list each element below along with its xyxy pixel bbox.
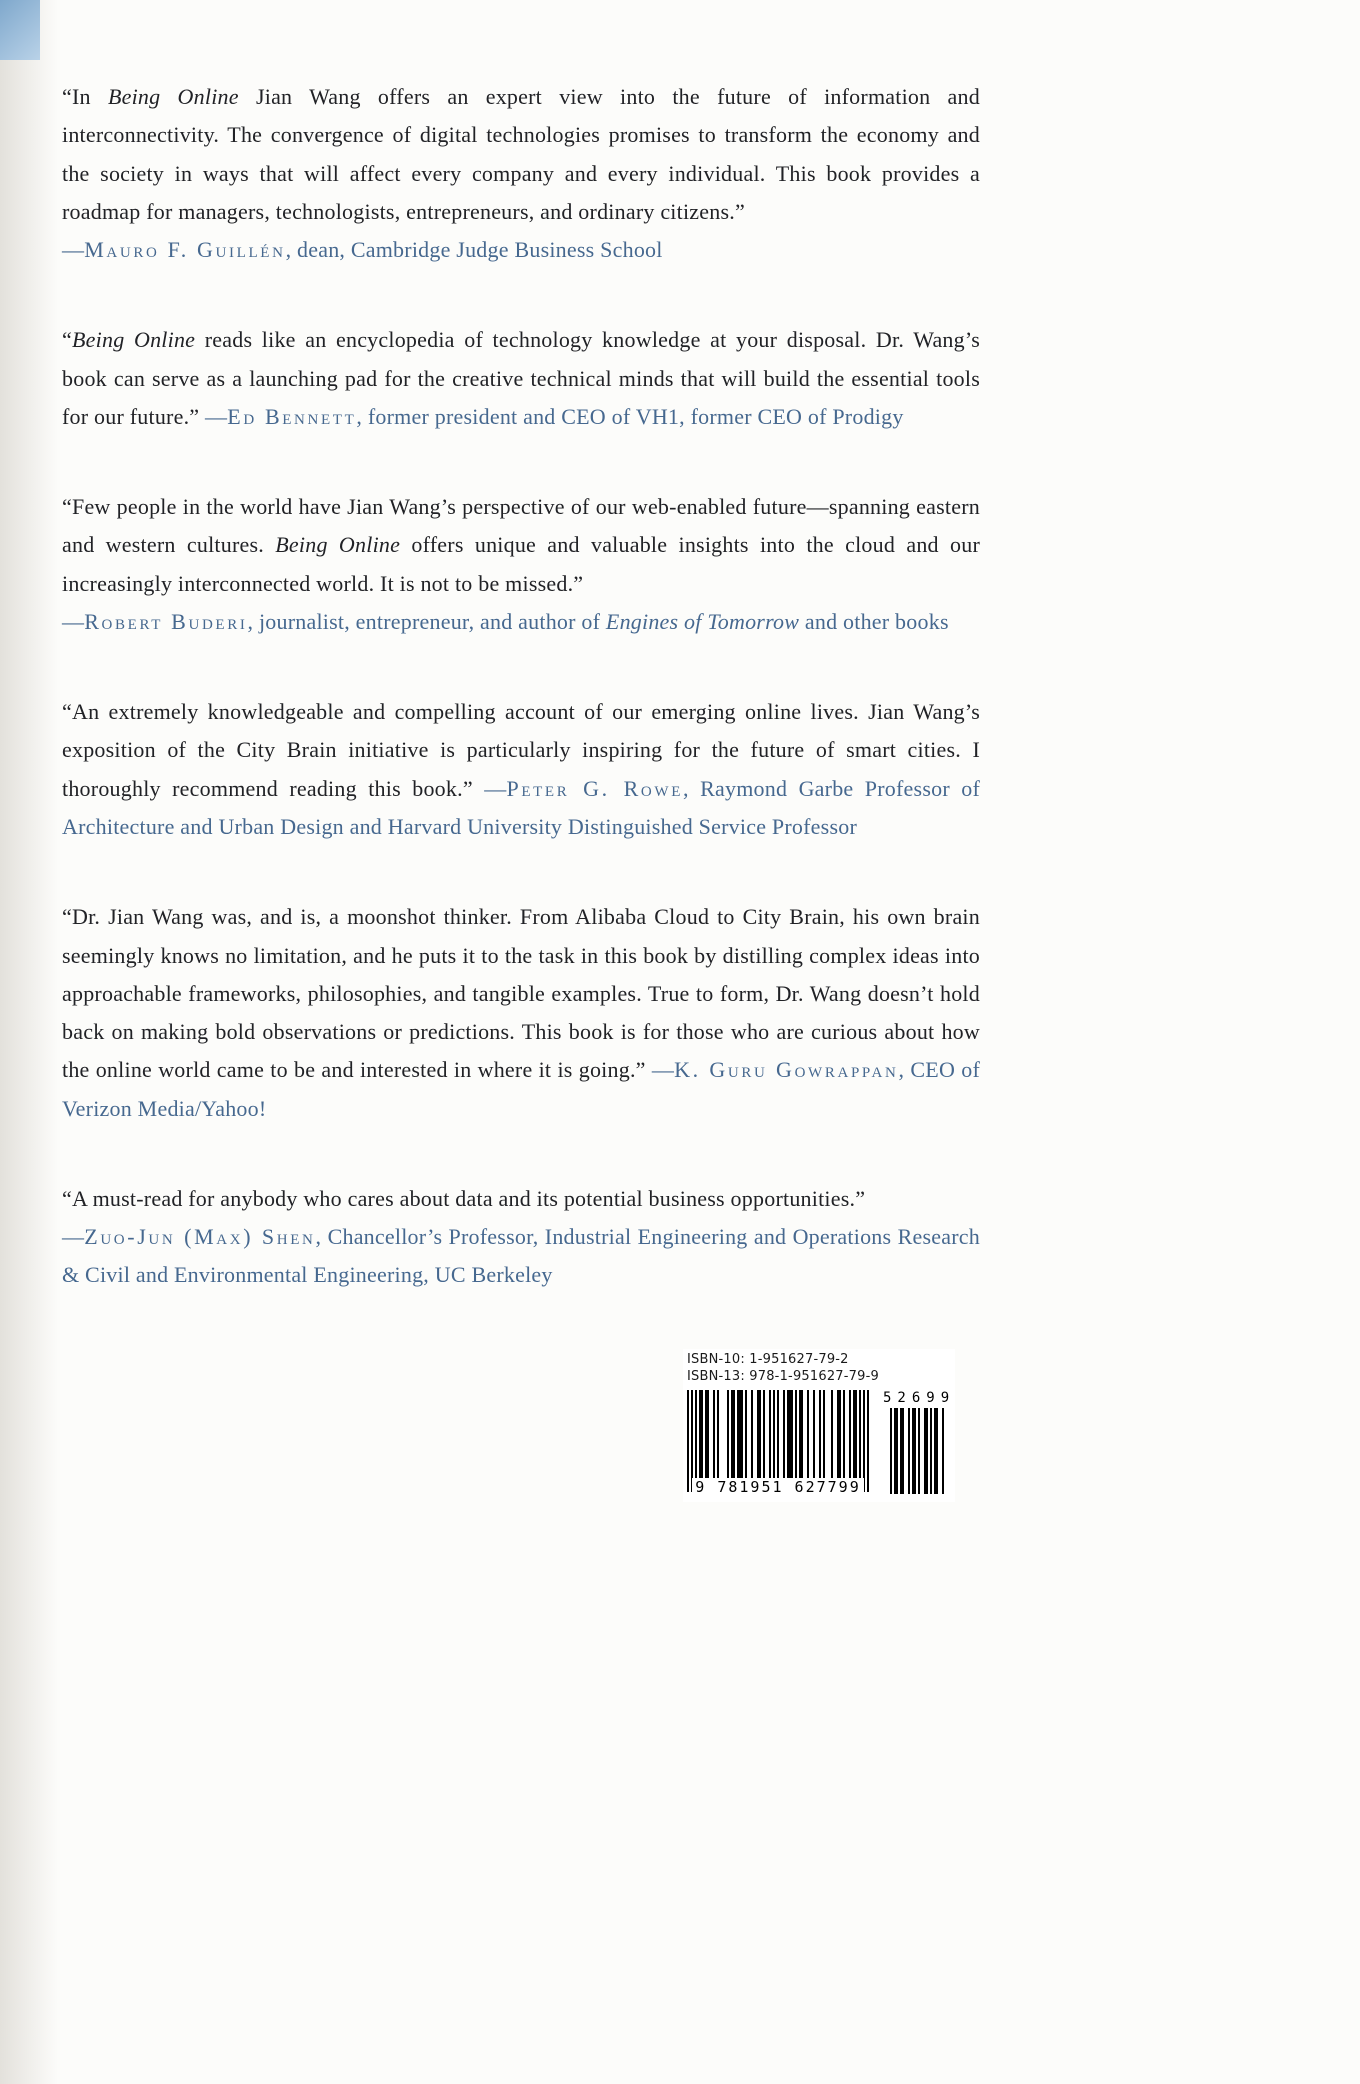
price-addon-digits: 52699	[883, 1389, 956, 1406]
quote-text-run: “	[62, 327, 72, 353]
quote-text-run: —	[62, 237, 85, 263]
quote-text-run: —	[62, 1224, 85, 1250]
quote-text-run: —	[484, 775, 507, 801]
quote-text-run: —	[62, 608, 85, 634]
quote-text-run: “In	[62, 84, 108, 109]
quote-text-run: Being Online	[275, 532, 401, 558]
quote-text-run: Engines of Tomorrow	[605, 608, 800, 634]
quote-text-run: Ed Bennett	[227, 403, 357, 429]
quote-text-run: Peter G. Rowe	[506, 775, 684, 801]
quote-text-run: “Few people in the world have Jian Wang’s perspective of our web-enabled future—spanning eastern and western cultures.	[62, 494, 980, 558]
ean-digits: 9 781951 627799	[692, 1478, 863, 1496]
quote-text-run: Being Online	[72, 327, 196, 353]
quote-text-run: , Chancellor’s Professor, Industrial Engineering and Operations Research & Civil and Environmental Engineering, UC Berkeley	[62, 1224, 980, 1288]
ean-barcode	[687, 1390, 869, 1496]
endorsement-quote-shen	[62, 1180, 980, 1295]
price-addon-bars	[890, 1408, 948, 1494]
endorsement-quote-rowe	[62, 693, 980, 846]
ean-barcode-bars	[687, 1390, 869, 1492]
endorsement-quote-gowrappan	[62, 898, 980, 1128]
quote-text-run: Robert Buderi	[84, 608, 248, 634]
quote-text-run: , CEO of Verizon Media/Yahoo!	[62, 1057, 980, 1121]
endorsements	[62, 78, 980, 1347]
barcode-gap	[944, 1408, 948, 1494]
quote-text-run: , journalist, entrepreneur, and author of	[247, 608, 606, 634]
barcode-block	[683, 1349, 955, 1502]
barcode-row	[687, 1389, 956, 1496]
endorsement-quote-bennett	[62, 321, 980, 436]
price-addon-barcode	[883, 1390, 955, 1494]
quote-text-run: and other books	[799, 608, 949, 634]
quote-text-run: —	[205, 403, 228, 429]
endorsement-quote-buderi	[62, 488, 980, 641]
quote-text-run: , dean, Cambridge Judge Business School	[285, 237, 663, 263]
quote-text-run: , Raymond Garbe Professor of Architecture and Urban Design and Harvard University Distinguished Service Professor	[62, 775, 981, 839]
quote-text-run: “A must-read for anybody who cares about data and its potential business opportunities.”	[62, 1185, 866, 1211]
quote-text-run: “Dr. Jian Wang was, and is, a moonshot thinker. From Alibaba Cloud to City Brain, his own brain seemingly knows no limitation, and he puts it to the task in this book by distilling complex ideas into approachable frameworks, philosophies, and tangible examples. True to form, Dr. Wang doesn’t hold back on making bold observations or predictions. This book is for those who are curious about how the online world came to be and interested in where it is going.”	[62, 904, 980, 1083]
barcode-gap	[719, 1390, 727, 1492]
quote-text-run: Jian Wang offers an expert view into the future of information and interconnectivity. The convergence of digital technologies promises to transform the economy and the society in ways that will affect every company and every individual. This book provides a roadmap for managers, technologists, entrepreneurs, and ordinary citizens.”	[62, 84, 980, 224]
barcode-bar	[867, 1390, 869, 1492]
isbn-10-text: ISBN-10: 1-951627-79-2	[687, 1352, 849, 1367]
quote-text-run: , former president and CEO of VH1, former CEO of Prodigy	[356, 403, 904, 429]
quote-text-run: Being Online	[107, 84, 239, 109]
page-edge-shadow	[0, 0, 58, 2084]
endorsement-quote-guillen	[62, 78, 980, 269]
quote-text-run: reads like an encyclopedia of technology knowledge at your disposal. Dr. Wang’s book can serve as a launching pad for the creative technical minds that will build the essential tools for our future.”	[62, 327, 980, 429]
quote-text-run: Mauro F. Guillén	[84, 237, 286, 263]
isbn-13-text: ISBN-13: 978-1-951627-79-9	[687, 1368, 879, 1384]
cover-edge-decoration	[0, 0, 40, 60]
quote-text-run: K. Guru Gowrappan	[674, 1057, 899, 1083]
quote-text-run: offers unique and valuable insights into the cloud and our increasingly interconnected world. It is not to be missed.”	[62, 532, 980, 596]
quote-text-run: “An extremely knowledgeable and compelling account of our emerging online lives. Jian Wang’s exposition of the City Brain initiative is particularly inspiring for the future of smart cities. I thoroughly recommend reading this book.”	[62, 699, 980, 801]
quote-text-run: —	[651, 1057, 675, 1083]
quote-text-run: Zuo-Jun (Max) Shen	[84, 1224, 316, 1250]
